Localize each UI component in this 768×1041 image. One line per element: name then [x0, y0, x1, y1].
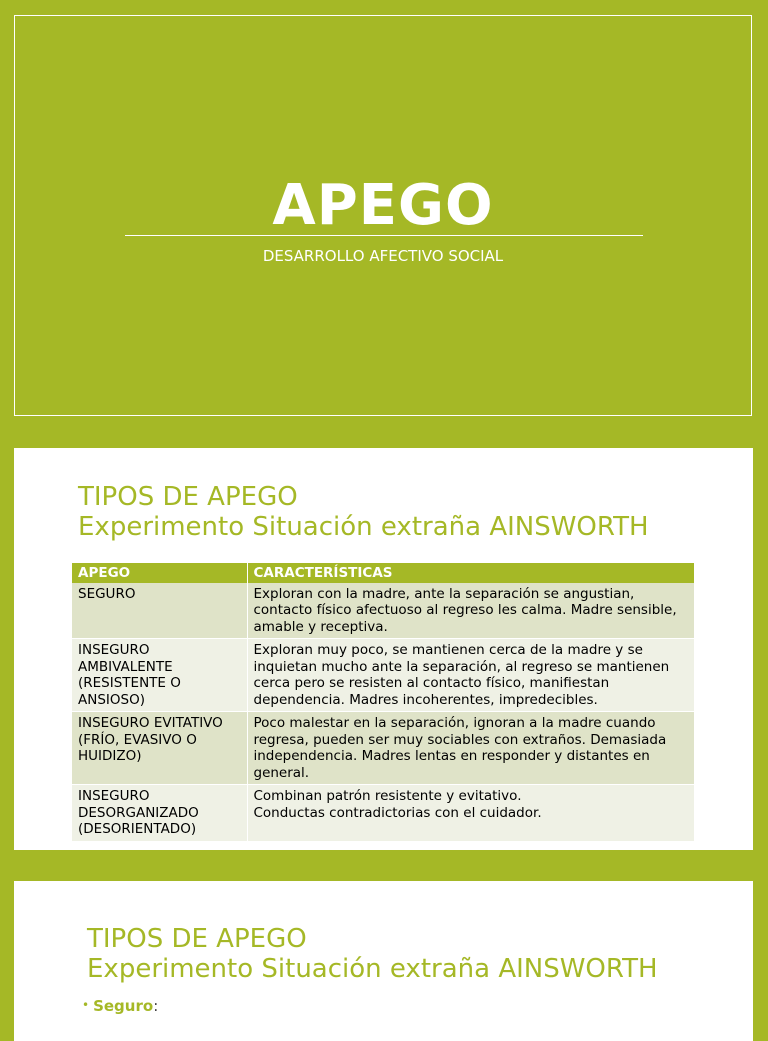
bullet-suffix: :: [153, 997, 159, 1015]
slide-title: APEGO: [272, 173, 494, 238]
slide-heading: [87, 924, 658, 984]
table-row: [72, 785, 694, 841]
bullet-slide: [14, 881, 753, 1041]
cell-description: Exploran con la madre, ante la separación se angustian, contacto físico afectuoso al regreso les calma. Madre sensible, amable y receptiva.: [247, 583, 694, 639]
cell-type: INSEGURO EVITATIVO (FRÍO, EVASIVO O HUIDIZO): [72, 712, 247, 785]
heading-line-1: TIPOS DE APEGO: [78, 482, 298, 512]
description-line: Combinan patrón resistente y evitativo.: [253, 788, 522, 804]
table-row: [72, 639, 694, 712]
cell-type: SEGURO: [72, 583, 247, 639]
cell-description: Poco malestar en la separación, ignoran a la madre cuando regresa, pueden ser muy sociables con extraños. Demasiada independencia. Madres lentas en responder y distantes en general.: [247, 712, 694, 785]
heading-line-2: Experimento Situación extraña AINSWORTH: [87, 954, 658, 984]
bullet-item: [82, 996, 158, 1017]
slide-subtitle: DESARROLLO AFECTIVO SOCIAL: [262, 247, 504, 265]
attachment-types-table: [72, 563, 694, 841]
slide-heading: [78, 482, 649, 542]
title-slide: [14, 15, 752, 416]
bullet-label: Seguro: [93, 997, 154, 1015]
cell-description: [247, 785, 694, 841]
heading-line-1: TIPOS DE APEGO: [87, 924, 307, 954]
cell-description: Exploran muy poco, se mantienen cerca de la madre y se inquietan mucho ante la separación, al regreso se mantienen cerca pero se resisten al contacto físico, manifiestan dependencia. Madres incoherentes, impredecibles.: [247, 639, 694, 712]
column-header-apego: APEGO: [72, 563, 247, 583]
description-line: Conductas contradictorias con el cuidador.: [253, 804, 542, 821]
table-row: [72, 583, 694, 639]
title-divider: [125, 235, 643, 236]
bullet-marker: •: [82, 998, 90, 1012]
cell-type: INSEGURO AMBIVALENTE (RESISTENTE O ANSIOSO): [72, 639, 247, 712]
column-header-caracteristicas: CARACTERÍSTICAS: [247, 563, 694, 583]
cell-type: INSEGURO DESORGANIZADO (DESORIENTADO): [72, 785, 247, 841]
heading-line-2: Experimento Situación extraña AINSWORTH: [78, 512, 649, 542]
table-header-row: [72, 563, 694, 583]
table-row: [72, 712, 694, 785]
